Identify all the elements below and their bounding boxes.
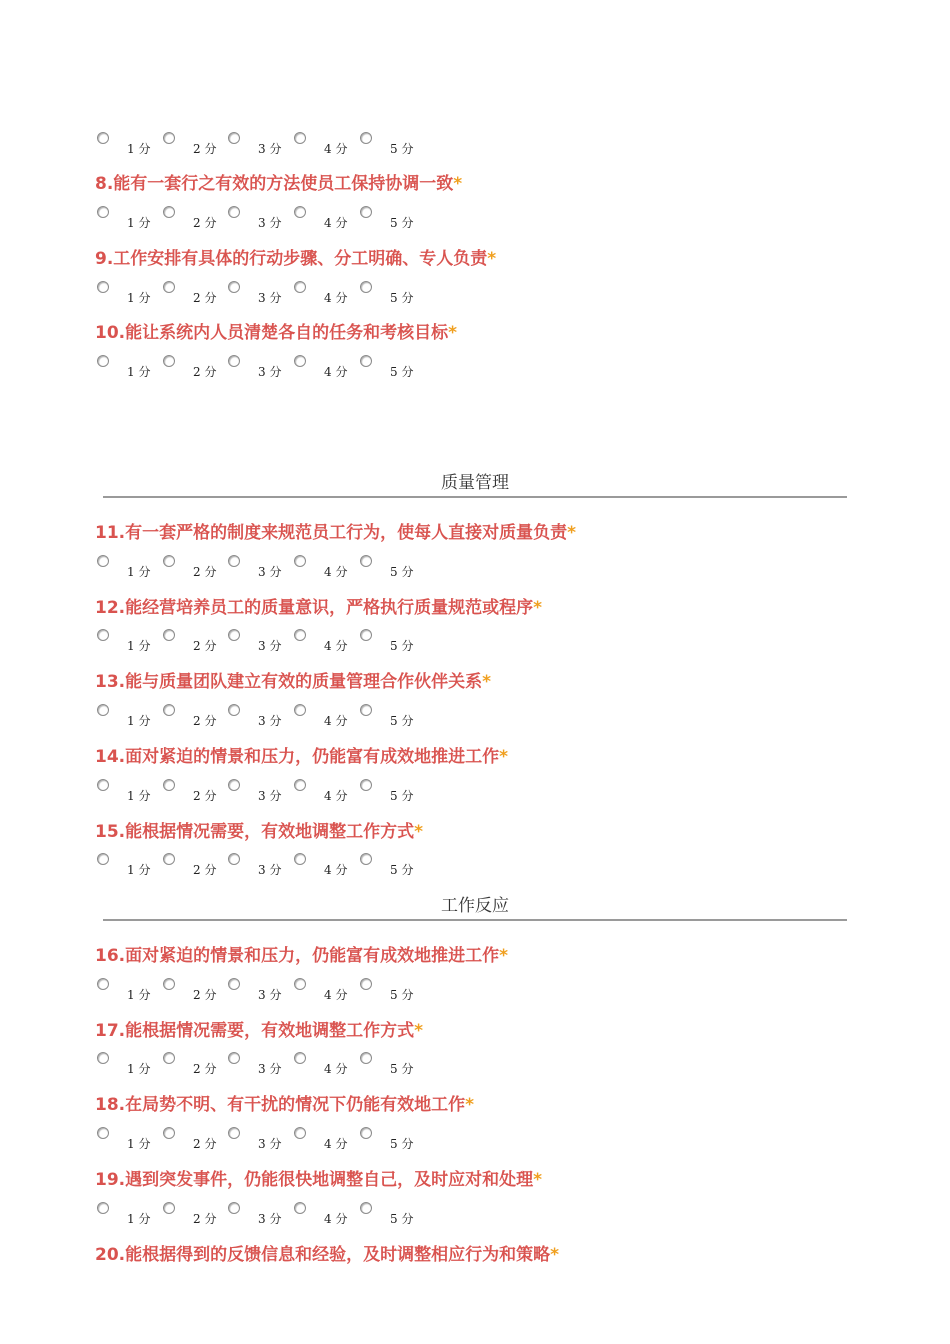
radio-button[interactable]: [360, 555, 372, 567]
rating-option-1[interactable]: [95, 1198, 159, 1228]
rating-option-1[interactable]: [95, 277, 159, 307]
rating-option-1[interactable]: [95, 202, 159, 232]
rating-option-label: 1 分: [127, 142, 151, 156]
rating-option-5[interactable]: [358, 202, 422, 232]
rating-option-label: 5 分: [390, 1137, 414, 1151]
radio-button[interactable]: [294, 132, 306, 144]
radio-button[interactable]: [360, 853, 372, 865]
rating-option-1[interactable]: [95, 1048, 159, 1078]
section-divider: [103, 496, 847, 498]
radio-button[interactable]: [294, 355, 306, 367]
rating-option-label: 3 分: [258, 216, 282, 230]
rating-option-2[interactable]: [161, 128, 225, 158]
rating-option-label: 5 分: [390, 639, 414, 653]
question-title: [95, 1243, 559, 1267]
rating-option-5[interactable]: [358, 775, 422, 805]
rating-option-label: 2 分: [193, 639, 217, 653]
rating-option-2[interactable]: [161, 849, 225, 879]
rating-option-label: 3 分: [258, 863, 282, 877]
radio-button[interactable]: [97, 555, 109, 567]
rating-options: [95, 1198, 455, 1228]
radio-button[interactable]: [228, 853, 240, 865]
rating-option-4[interactable]: [292, 849, 356, 879]
question-title: [95, 1019, 423, 1043]
rating-option-3[interactable]: [226, 1048, 290, 1078]
question-title: [95, 321, 457, 345]
rating-option-label: 4 分: [324, 565, 348, 579]
radio-button[interactable]: [163, 978, 175, 990]
rating-option-5[interactable]: [358, 625, 422, 655]
rating-option-1[interactable]: [95, 849, 159, 879]
rating-option-label: 5 分: [390, 714, 414, 728]
radio-button[interactable]: [294, 978, 306, 990]
rating-option-label: 1 分: [127, 216, 151, 230]
section-title: 质量管理: [441, 473, 509, 493]
question-title: [95, 1168, 542, 1192]
section-header: [103, 895, 847, 921]
rating-option-label: 4 分: [324, 365, 348, 379]
rating-option-label: 1 分: [127, 639, 151, 653]
required-asterisk: *: [533, 598, 543, 618]
radio-button[interactable]: [294, 629, 306, 641]
rating-option-label: 1 分: [127, 365, 151, 379]
rating-option-3[interactable]: [226, 775, 290, 805]
rating-option-5[interactable]: [358, 700, 422, 730]
rating-option-label: 4 分: [324, 639, 348, 653]
required-asterisk: *: [465, 1095, 475, 1115]
radio-button[interactable]: [163, 355, 175, 367]
radio-button[interactable]: [97, 1052, 109, 1064]
rating-option-1[interactable]: [95, 775, 159, 805]
rating-option-label: 5 分: [390, 1212, 414, 1226]
rating-option-label: 5 分: [390, 565, 414, 579]
question-text: 17.能根据情况需要，有效地调整工作方式: [95, 1021, 415, 1041]
rating-option-label: 3 分: [258, 291, 282, 305]
rating-option-label: 2 分: [193, 1062, 217, 1076]
rating-option-label: 1 分: [127, 291, 151, 305]
section-divider: [103, 919, 847, 921]
rating-option-4[interactable]: [292, 128, 356, 158]
radio-button[interactable]: [360, 629, 372, 641]
rating-option-4[interactable]: [292, 700, 356, 730]
required-asterisk: *: [487, 249, 497, 269]
rating-option-5[interactable]: [358, 1198, 422, 1228]
radio-button[interactable]: [228, 206, 240, 218]
rating-option-label: 5 分: [390, 863, 414, 877]
rating-options: [95, 351, 455, 381]
radio-button[interactable]: [228, 355, 240, 367]
rating-option-label: 2 分: [193, 988, 217, 1002]
rating-option-4[interactable]: [292, 775, 356, 805]
question-title: [95, 944, 508, 968]
rating-option-label: 3 分: [258, 988, 282, 1002]
rating-option-1[interactable]: [95, 128, 159, 158]
rating-option-label: 1 分: [127, 1062, 151, 1076]
radio-button[interactable]: [97, 779, 109, 791]
question-text: 20.能根据得到的反馈信息和经验，及时调整相应行为和策略: [95, 1245, 551, 1265]
rating-option-label: 3 分: [258, 1137, 282, 1151]
rating-option-2[interactable]: [161, 351, 225, 381]
rating-option-4[interactable]: [292, 1048, 356, 1078]
radio-button[interactable]: [294, 206, 306, 218]
rating-option-label: 1 分: [127, 789, 151, 803]
question-text: 19.遇到突发事件，仍能很快地调整自己，及时应对和处理: [95, 1170, 534, 1190]
rating-options: [95, 1048, 455, 1078]
rating-option-label: 5 分: [390, 988, 414, 1002]
rating-options: [95, 277, 455, 307]
radio-button[interactable]: [294, 555, 306, 567]
question-text: 14.面对紧迫的情景和压力，仍能富有成效地推进工作: [95, 747, 500, 767]
rating-option-5[interactable]: [358, 1048, 422, 1078]
radio-button[interactable]: [97, 206, 109, 218]
rating-option-label: 3 分: [258, 789, 282, 803]
radio-button[interactable]: [163, 1202, 175, 1214]
radio-button[interactable]: [97, 978, 109, 990]
rating-option-label: 3 分: [258, 565, 282, 579]
rating-option-label: 4 分: [324, 714, 348, 728]
rating-option-label: 5 分: [390, 789, 414, 803]
radio-button[interactable]: [228, 978, 240, 990]
radio-button[interactable]: [97, 355, 109, 367]
rating-option-2[interactable]: [161, 625, 225, 655]
rating-option-3[interactable]: [226, 351, 290, 381]
rating-option-1[interactable]: [95, 1123, 159, 1153]
rating-option-label: 2 分: [193, 714, 217, 728]
rating-option-label: 3 分: [258, 365, 282, 379]
rating-option-label: 3 分: [258, 1212, 282, 1226]
rating-option-label: 2 分: [193, 789, 217, 803]
radio-button[interactable]: [228, 629, 240, 641]
rating-option-2[interactable]: [161, 1048, 225, 1078]
rating-option-5[interactable]: [358, 1123, 422, 1153]
radio-button[interactable]: [294, 1127, 306, 1139]
rating-option-4[interactable]: [292, 351, 356, 381]
rating-option-4[interactable]: [292, 202, 356, 232]
rating-option-2[interactable]: [161, 277, 225, 307]
radio-button[interactable]: [294, 779, 306, 791]
question-text: 18.在局势不明、有干扰的情况下仍能有效地工作: [95, 1095, 466, 1115]
rating-option-1[interactable]: [95, 625, 159, 655]
radio-button[interactable]: [360, 132, 372, 144]
radio-button[interactable]: [163, 281, 175, 293]
question-text: 9.工作安排有具体的行动步骤、分工明确、专人负责: [95, 249, 488, 269]
rating-option-label: 4 分: [324, 1137, 348, 1151]
rating-option-4[interactable]: [292, 1123, 356, 1153]
rating-option-label: 1 分: [127, 714, 151, 728]
radio-button[interactable]: [228, 132, 240, 144]
rating-option-label: 3 分: [258, 714, 282, 728]
question-title: [95, 521, 576, 545]
question-text: 11.有一套严格的制度来规范员工行为，使每人直接对质量负责: [95, 523, 568, 543]
required-asterisk: *: [448, 323, 458, 343]
rating-option-2[interactable]: [161, 202, 225, 232]
radio-button[interactable]: [163, 206, 175, 218]
rating-option-label: 2 分: [193, 142, 217, 156]
required-asterisk: *: [499, 946, 509, 966]
rating-option-3[interactable]: [226, 849, 290, 879]
rating-options: [95, 775, 455, 805]
rating-option-label: 2 分: [193, 1137, 217, 1151]
rating-option-label: 2 分: [193, 291, 217, 305]
question-text: 13.能与质量团队建立有效的质量管理合作伙伴关系: [95, 672, 483, 692]
radio-button[interactable]: [360, 1052, 372, 1064]
rating-option-label: 1 分: [127, 1137, 151, 1151]
rating-option-label: 2 分: [193, 565, 217, 579]
rating-option-3[interactable]: [226, 277, 290, 307]
rating-option-1[interactable]: [95, 351, 159, 381]
rating-option-5[interactable]: [358, 128, 422, 158]
rating-option-label: 4 分: [324, 863, 348, 877]
rating-option-label: 4 分: [324, 291, 348, 305]
rating-option-3[interactable]: [226, 1198, 290, 1228]
question-title: [95, 1093, 474, 1117]
radio-button[interactable]: [228, 704, 240, 716]
rating-option-label: 4 分: [324, 216, 348, 230]
rating-options: [95, 625, 455, 655]
rating-option-label: 4 分: [324, 1062, 348, 1076]
radio-button[interactable]: [163, 555, 175, 567]
radio-button[interactable]: [228, 555, 240, 567]
radio-button[interactable]: [97, 1127, 109, 1139]
rating-option-label: 1 分: [127, 1212, 151, 1226]
required-asterisk: *: [453, 174, 463, 194]
radio-button[interactable]: [97, 132, 109, 144]
radio-button[interactable]: [163, 1127, 175, 1139]
rating-option-5[interactable]: [358, 277, 422, 307]
rating-option-label: 3 分: [258, 1062, 282, 1076]
radio-button[interactable]: [97, 629, 109, 641]
rating-option-1[interactable]: [95, 700, 159, 730]
radio-button[interactable]: [360, 1127, 372, 1139]
section-title: 工作反应: [441, 896, 509, 916]
rating-option-label: 2 分: [193, 1212, 217, 1226]
rating-option-1[interactable]: [95, 974, 159, 1004]
radio-button[interactable]: [163, 853, 175, 865]
rating-option-label: 4 分: [324, 142, 348, 156]
radio-button[interactable]: [360, 206, 372, 218]
rating-option-5[interactable]: [358, 849, 422, 879]
question-text: 15.能根据情况需要，有效地调整工作方式: [95, 822, 415, 842]
radio-button[interactable]: [294, 1202, 306, 1214]
radio-button[interactable]: [228, 1127, 240, 1139]
rating-option-label: 5 分: [390, 142, 414, 156]
rating-option-2[interactable]: [161, 974, 225, 1004]
radio-button[interactable]: [360, 704, 372, 716]
radio-button[interactable]: [294, 1052, 306, 1064]
rating-option-label: 3 分: [258, 142, 282, 156]
rating-options: [95, 551, 455, 581]
required-asterisk: *: [414, 1021, 424, 1041]
radio-button[interactable]: [360, 1202, 372, 1214]
rating-option-3[interactable]: [226, 625, 290, 655]
required-asterisk: *: [567, 523, 577, 543]
section-header: [103, 472, 847, 498]
radio-button[interactable]: [294, 853, 306, 865]
radio-button[interactable]: [228, 1052, 240, 1064]
question-title: [95, 745, 508, 769]
rating-option-1[interactable]: [95, 551, 159, 581]
radio-button[interactable]: [228, 779, 240, 791]
rating-option-3[interactable]: [226, 128, 290, 158]
radio-button[interactable]: [163, 704, 175, 716]
rating-option-label: 5 分: [390, 216, 414, 230]
radio-button[interactable]: [163, 629, 175, 641]
radio-button[interactable]: [228, 281, 240, 293]
rating-options: [95, 1123, 455, 1153]
rating-option-label: 1 分: [127, 565, 151, 579]
rating-option-label: 2 分: [193, 216, 217, 230]
radio-button[interactable]: [97, 704, 109, 716]
rating-options: [95, 202, 455, 232]
question-title: [95, 820, 423, 844]
rating-option-label: 4 分: [324, 988, 348, 1002]
rating-option-5[interactable]: [358, 974, 422, 1004]
required-asterisk: *: [414, 822, 424, 842]
rating-option-label: 5 分: [390, 365, 414, 379]
radio-button[interactable]: [163, 1052, 175, 1064]
required-asterisk: *: [550, 1245, 560, 1265]
question-title: [95, 247, 496, 271]
radio-button[interactable]: [97, 281, 109, 293]
rating-options: [95, 700, 455, 730]
rating-option-4[interactable]: [292, 1198, 356, 1228]
rating-option-label: 2 分: [193, 365, 217, 379]
rating-option-4[interactable]: [292, 625, 356, 655]
rating-option-5[interactable]: [358, 551, 422, 581]
rating-option-3[interactable]: [226, 1123, 290, 1153]
rating-option-label: 5 分: [390, 1062, 414, 1076]
radio-button[interactable]: [360, 355, 372, 367]
radio-button[interactable]: [360, 779, 372, 791]
rating-option-4[interactable]: [292, 277, 356, 307]
question-text: 12.能经营培养员工的质量意识，严格执行质量规范或程序: [95, 598, 534, 618]
question-text: 8.能有一套行之有效的方法使员工保持协调一致: [95, 174, 454, 194]
rating-option-5[interactable]: [358, 351, 422, 381]
radio-button[interactable]: [360, 281, 372, 293]
rating-option-label: 4 分: [324, 789, 348, 803]
radio-button[interactable]: [163, 132, 175, 144]
rating-option-label: 3 分: [258, 639, 282, 653]
rating-option-label: 1 分: [127, 988, 151, 1002]
rating-option-4[interactable]: [292, 551, 356, 581]
rating-option-3[interactable]: [226, 700, 290, 730]
rating-options: [95, 128, 455, 158]
rating-option-4[interactable]: [292, 974, 356, 1004]
rating-option-3[interactable]: [226, 202, 290, 232]
rating-option-2[interactable]: [161, 551, 225, 581]
radio-button[interactable]: [163, 779, 175, 791]
radio-button[interactable]: [294, 704, 306, 716]
question-title: [95, 670, 491, 694]
rating-options: [95, 974, 455, 1004]
rating-option-label: 1 分: [127, 863, 151, 877]
required-asterisk: *: [533, 1170, 543, 1190]
rating-options: [95, 849, 455, 879]
question-title: [95, 172, 462, 196]
rating-option-2[interactable]: [161, 775, 225, 805]
rating-option-label: 4 分: [324, 1212, 348, 1226]
radio-button[interactable]: [97, 853, 109, 865]
rating-option-3[interactable]: [226, 974, 290, 1004]
rating-option-2[interactable]: [161, 700, 225, 730]
radio-button[interactable]: [97, 1202, 109, 1214]
rating-option-label: 2 分: [193, 863, 217, 877]
question-text: 10.能让系统内人员清楚各自的任务和考核目标: [95, 323, 449, 343]
required-asterisk: *: [499, 747, 509, 767]
rating-option-label: 5 分: [390, 291, 414, 305]
radio-button[interactable]: [294, 281, 306, 293]
question-text: 16.面对紧迫的情景和压力，仍能富有成效地推进工作: [95, 946, 500, 966]
question-title: [95, 596, 542, 620]
rating-option-3[interactable]: [226, 551, 290, 581]
rating-option-2[interactable]: [161, 1198, 225, 1228]
radio-button[interactable]: [228, 1202, 240, 1214]
required-asterisk: *: [482, 672, 492, 692]
rating-option-2[interactable]: [161, 1123, 225, 1153]
radio-button[interactable]: [360, 978, 372, 990]
